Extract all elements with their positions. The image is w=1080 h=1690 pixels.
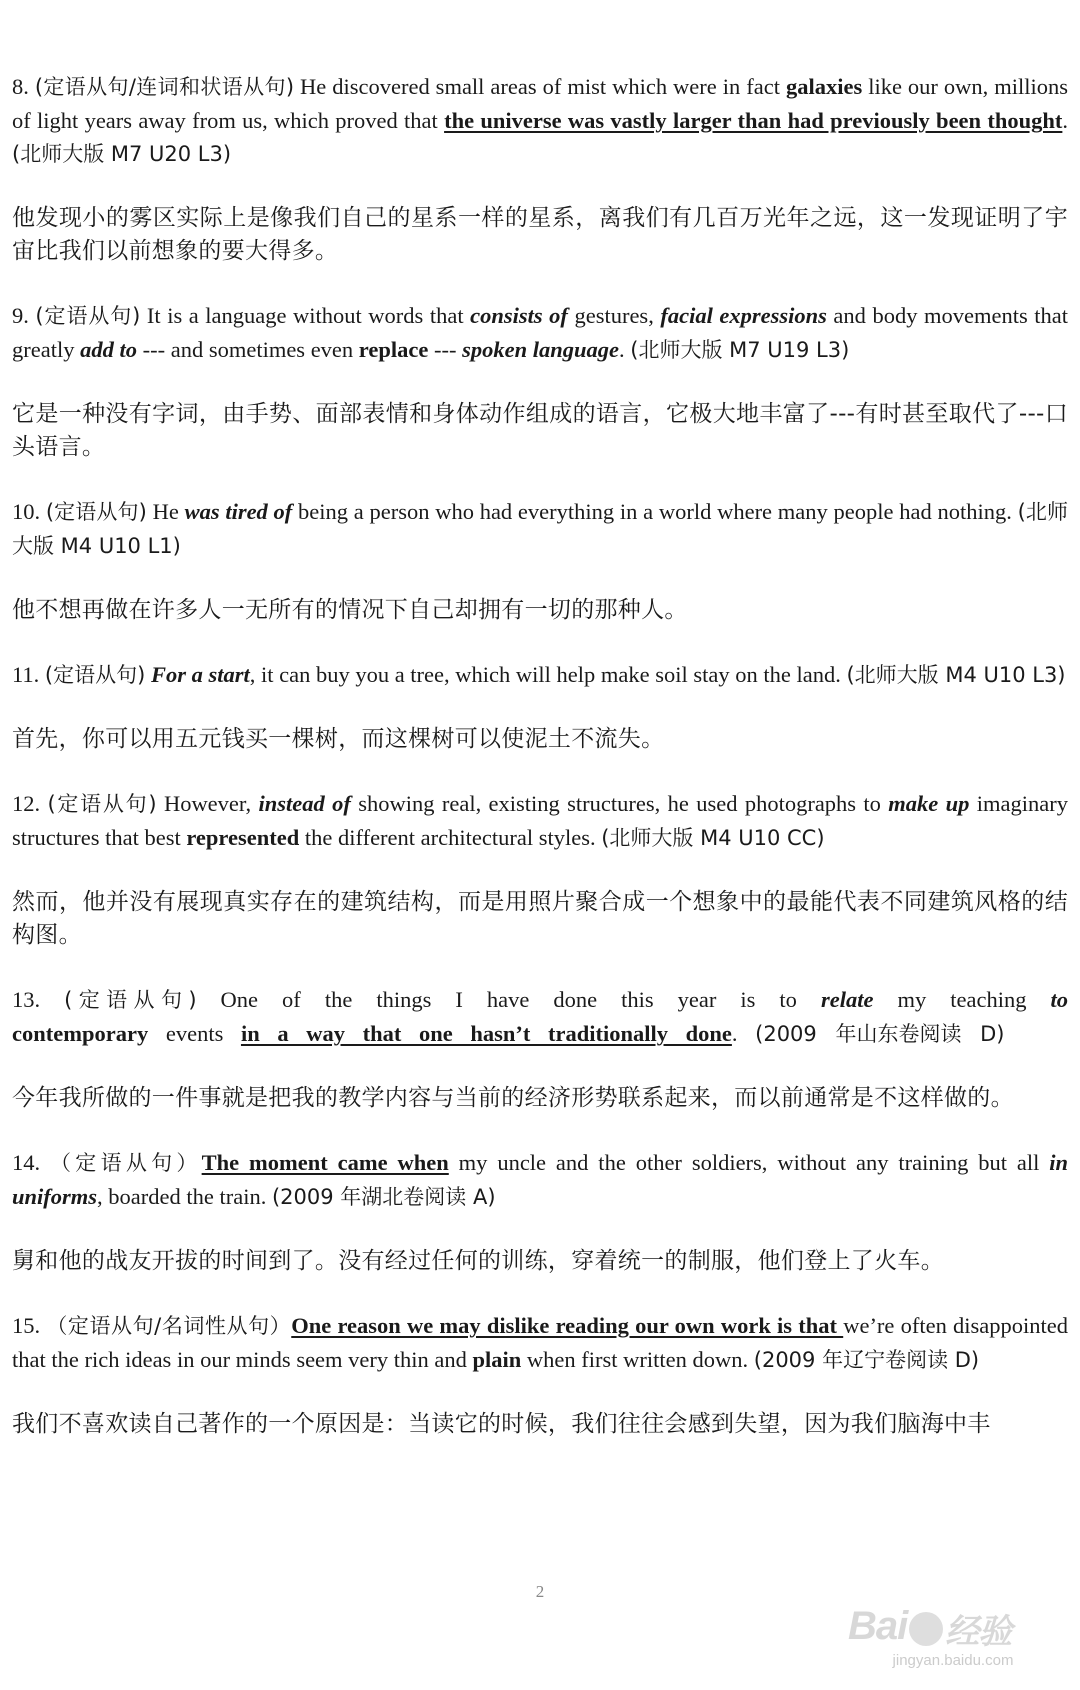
sentence-segment: One of the things I have done this year is to [196, 987, 821, 1012]
clause-tag: (北师大版 M7 U20 L3) [12, 142, 232, 166]
clause-tag: (定语从句/连词和状语从句) [34, 75, 295, 99]
sentence-segment: 15. [12, 1313, 47, 1338]
sentence-segment: . [1062, 108, 1068, 133]
sentence-segment: when first written down. [521, 1347, 754, 1372]
sentence-segment: . [731, 1021, 756, 1046]
english-sentence [12, 70, 1068, 171]
clause-tag: (2009 年山东卷阅读 D) [755, 1022, 1005, 1046]
sentence-segment: One reason we may dislike reading our own work is that [291, 1313, 844, 1338]
clause-tag: (北师大版 M4 U10 L1) [12, 500, 1068, 558]
chinese-translation: 首先，你可以用五元钱买一棵树，而这棵树可以使泥土不流失。 [12, 726, 665, 752]
sentence-segment: we’re often disappointed that the rich ideas in our minds seem very thin and [12, 1313, 1069, 1372]
clause-tag: (定语从句) [64, 988, 197, 1012]
clause-tag: (北师大版 M4 U10 L3) [846, 663, 1066, 687]
clause-tag: (北师大版 M4 U10 CC) [601, 826, 825, 850]
clause-tag: (定语从句) [44, 663, 146, 687]
sentence-segment: 10. [12, 499, 46, 524]
sentence-segment: For a start [150, 662, 250, 687]
sentence-segment: . [619, 337, 631, 362]
sentence-segment: replace [358, 337, 429, 362]
sentence-segment: facial expressions [660, 303, 827, 328]
document-body [12, 70, 1068, 1472]
sentence-segment: The moment came when [201, 1150, 449, 1175]
sentence-segment: was tired of [184, 499, 293, 524]
baidu-jingyan-watermark [848, 1604, 1058, 1674]
page-number: 2 [535, 1582, 545, 1601]
chinese-translation: 它是一种没有字词，由手势、面部表情和身体动作组成的语言，它极大地丰富了---有时甚至取代了---口头语言。 [12, 401, 1068, 460]
sentence-segment: It is a language without words that [140, 303, 471, 328]
chinese-translation: 今年我所做的一件事就是把我的教学内容与当前的经济形势联系起来，而以前通常是不这样做的。 [12, 1085, 1014, 1111]
watermark-logo-text: Bai [848, 1604, 908, 1649]
chinese-translation: 然而，他并没有展现真实存在的建筑结构，而是用照片聚合成一个想象中的最能代表不同建筑风格的结构图。 [12, 889, 1068, 948]
sentence-segment: spoken language [462, 337, 619, 362]
sentence-segment: my teaching [873, 987, 1051, 1012]
sentence-segment: like our own, millions of light years away from us, which proved that [12, 74, 1069, 133]
sentence-segment: in a way that one hasn’t traditionally done [240, 1021, 732, 1046]
english-sentence [12, 1146, 1068, 1214]
clause-tag: (2009 年辽宁卷阅读 D) [753, 1348, 980, 1372]
paw-icon [909, 1612, 943, 1646]
sentence-segment: instead of [258, 791, 351, 816]
sentence-segment: add to [80, 337, 137, 362]
sentence-segment: 14. [12, 1150, 51, 1175]
sentence-segment: being a person who had everything in a world where many people had nothing. [292, 499, 1018, 524]
sentence-segment: relate [820, 987, 874, 1012]
clause-tag: (定语从句) [35, 304, 141, 328]
clause-tag: (2009 年湖北卷阅读 A) [271, 1185, 496, 1209]
sentence-segment: , boarded the train. [97, 1184, 272, 1209]
english-sentence [12, 658, 1068, 692]
sentence-segment: and body movements that greatly [12, 303, 1068, 362]
sentence-segment: imaginary structures that best [12, 791, 1069, 850]
sentence-segment: in uniforms [12, 1150, 1069, 1209]
sentence-segment: gestures, [567, 303, 661, 328]
english-sentence [12, 983, 1068, 1051]
sentence-segment: showing real, existing structures, he used photographs to [350, 791, 889, 816]
chinese-translation: 他发现小的雾区实际上是像我们自己的星系一样的星系，离我们有几百万光年之远，这一发现证明了宇宙比我们以前想象的要大得多。 [12, 205, 1068, 264]
sentence-segment: 9. [12, 303, 36, 328]
sentence-list [12, 70, 1068, 1441]
sentence-segment: He [146, 499, 185, 524]
sentence-segment: to [1050, 987, 1068, 1012]
sentence-segment: 13. [12, 987, 65, 1012]
clause-tag: （定语从句/名词性从句） [46, 1314, 292, 1338]
watermark-url: jingyan.baidu.com [892, 1652, 1014, 1669]
clause-tag: (定语从句) [47, 792, 157, 816]
sentence-segment: represented [186, 825, 300, 850]
chinese-translation: 舅和他的战友开拔的时间到了。没有经过任何的训练，穿着统一的制服，他们登上了火车。 [12, 1248, 944, 1274]
chinese-translation: 我们不喜欢读自己著作的一个原因是：当读它的时候，我们往往会感到失望，因为我们脑海中丰 [12, 1411, 991, 1437]
clause-tag: (定语从句) [45, 500, 147, 524]
watermark-logo [848, 1604, 1011, 1653]
sentence-segment: my uncle and the other soldiers, without any training but all [448, 1150, 1050, 1175]
sentence-segment: consists of [470, 303, 568, 328]
english-sentence [12, 1309, 1068, 1377]
sentence-segment: 8. [12, 74, 35, 99]
sentence-segment: make up [888, 791, 970, 816]
sentence-segment: events [148, 1021, 241, 1046]
sentence-segment: --- and sometimes even [136, 337, 359, 362]
sentence-segment: 11. [12, 662, 45, 687]
clause-tag: (北师大版 M7 U19 L3) [630, 338, 850, 362]
sentence-segment: galaxies [785, 74, 863, 99]
sentence-segment: He discovered small areas of mist which were in fact [294, 74, 786, 99]
english-sentence [12, 787, 1068, 855]
sentence-segment: the universe was vastly larger than had previously been thought [444, 108, 1063, 133]
sentence-segment: , it can buy you a tree, which will help make soil stay on the land. [249, 662, 847, 687]
sentence-segment: 12. [12, 791, 48, 816]
sentence-segment: plain [472, 1347, 522, 1372]
sentence-segment: contemporary [12, 1021, 149, 1046]
sentence-segment: the different architectural styles. [299, 825, 602, 850]
chinese-translation: 他不想再做在许多人一无所有的情况下自己却拥有一切的那种人。 [12, 597, 688, 623]
watermark-logo-cn: 经验 [945, 1612, 1012, 1652]
sentence-segment: However, [156, 791, 259, 816]
english-sentence [12, 495, 1068, 563]
sentence-segment: --- [428, 337, 463, 362]
clause-tag: （定语从句） [50, 1151, 202, 1175]
english-sentence [12, 299, 1068, 367]
